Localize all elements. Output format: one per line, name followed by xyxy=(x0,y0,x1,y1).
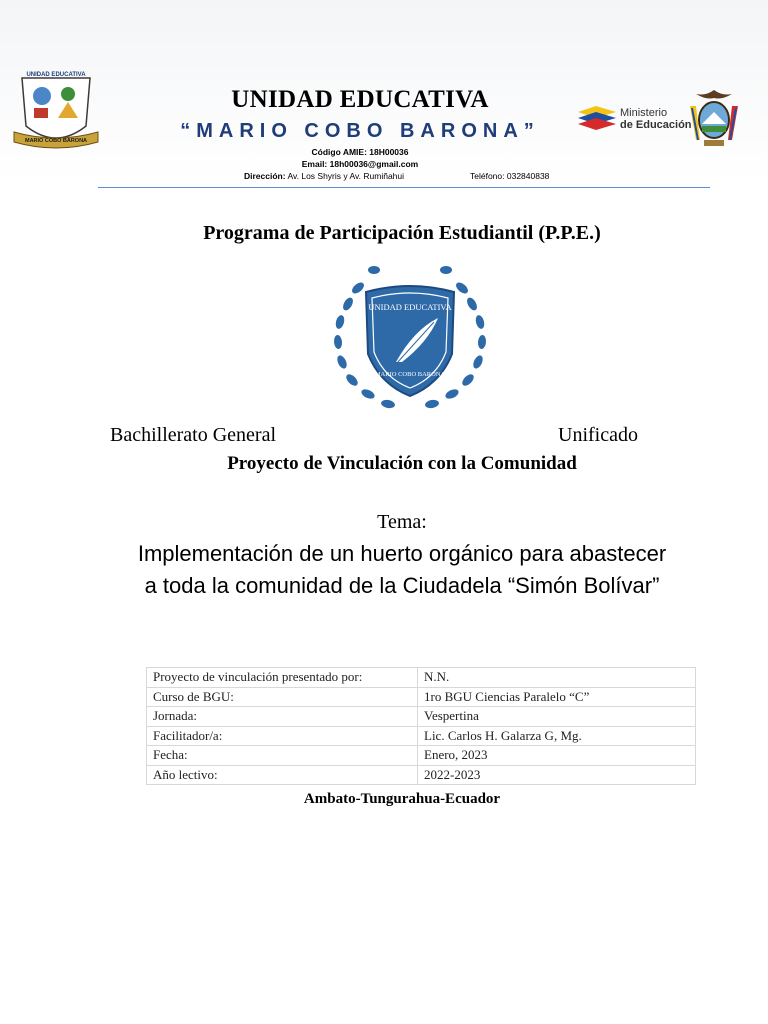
table-row xyxy=(147,746,696,766)
emblem-icon xyxy=(322,258,498,418)
ministry-name xyxy=(620,107,692,131)
tema-text xyxy=(100,538,704,602)
school-subtitle: “MARIO COBO BARONA” xyxy=(180,120,540,142)
coat-of-arms-icon xyxy=(686,86,742,150)
row-label: Año lectivo: xyxy=(147,765,418,785)
address-label: Dirección: xyxy=(244,171,286,181)
project-info-table xyxy=(146,667,696,785)
table-row xyxy=(147,726,696,746)
ministry-line-2: de Educación xyxy=(620,119,692,131)
tema-line-2: a toda la comunidad de la Ciudadela “Simón Bolívar” xyxy=(144,573,660,598)
address-value: Av. Los Shyris y Av. Rumiñahui xyxy=(287,171,405,181)
table-row xyxy=(147,668,696,688)
bachillerato-left: Bachillerato General xyxy=(110,424,277,446)
tema-label: Tema: xyxy=(377,511,427,533)
row-value: 2022-2023 xyxy=(418,765,696,785)
tema-line-1: Implementación de un huerto orgánico para abastecer xyxy=(137,541,667,566)
school-name: UNIDAD EDUCATIVA xyxy=(231,86,489,113)
project-title: Proyecto de Vinculación con la Comunidad xyxy=(227,453,577,474)
school-email: Email: 18h00036@gmail.com xyxy=(301,159,419,169)
row-label: Jornada: xyxy=(147,707,418,727)
bachillerato-right: Unificado xyxy=(558,424,638,446)
row-value: N.N. xyxy=(418,668,696,688)
row-label: Fecha: xyxy=(147,746,418,766)
table-row xyxy=(147,707,696,727)
place-line: Ambato-Tungurahua-Ecuador xyxy=(303,791,501,807)
school-logo-text-bottom: MARIO COBO BARONA xyxy=(24,138,88,144)
header-divider xyxy=(98,187,710,188)
table-row xyxy=(147,687,696,707)
ministry-line-1: Ministerio xyxy=(620,107,668,119)
row-label: Facilitador/a: xyxy=(147,726,418,746)
row-value: Enero, 2023 xyxy=(418,746,696,766)
row-label: Curso de BGU: xyxy=(147,687,418,707)
row-value: 1ro BGU Ciencias Paralelo “C” xyxy=(418,687,696,707)
emblem-text-top: UNIDAD EDUCATIVA xyxy=(368,302,452,312)
school-phone: Teléfono: 032840838 xyxy=(470,171,550,181)
table-row xyxy=(147,765,696,785)
row-value: Vespertina xyxy=(418,707,696,727)
amie-code: Código AMIE: 18H00036 xyxy=(311,147,409,157)
school-logo-text-top: UNIDAD EDUCATIVA xyxy=(26,72,86,78)
emblem-text-bottom: MARIO COBO BARONA xyxy=(374,371,446,378)
program-title: Programa de Participación Estudiantil (P.P.E.) xyxy=(203,222,601,244)
row-label: Proyecto de vinculación presentado por: xyxy=(147,668,418,688)
school-address xyxy=(244,171,404,181)
school-logo xyxy=(12,66,100,156)
row-value: Lic. Carlos H. Galarza G, Mg. xyxy=(418,726,696,746)
